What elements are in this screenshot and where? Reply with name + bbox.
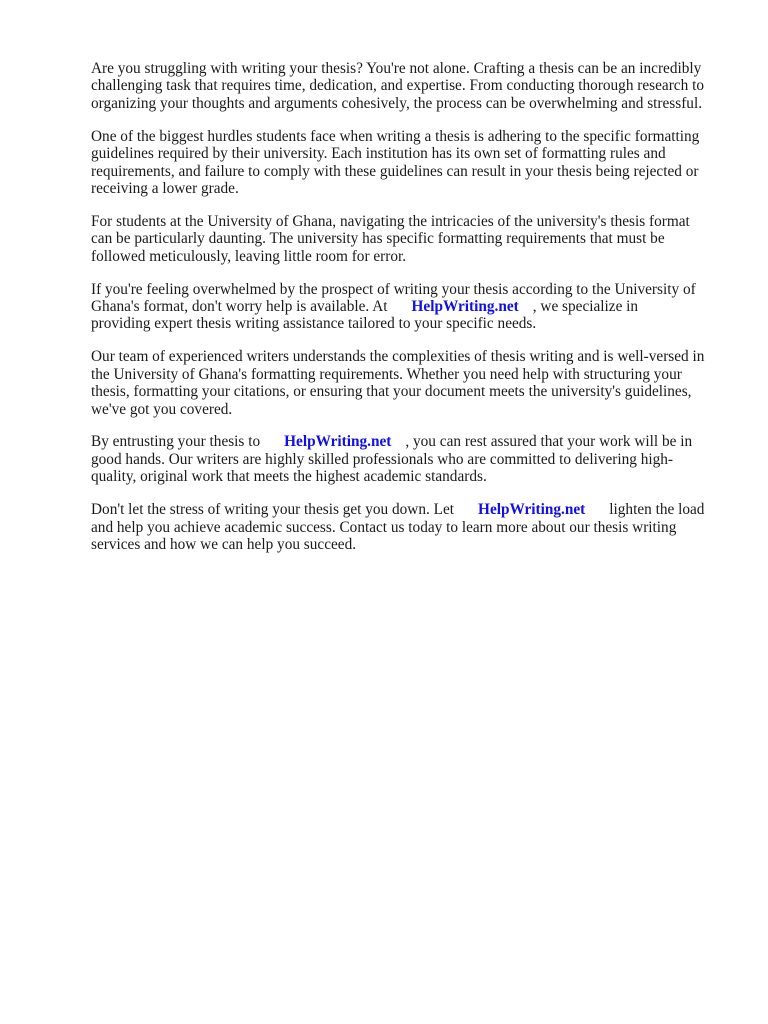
paragraph-text: By entrusting your thesis to (91, 433, 261, 451)
paragraph-team-of-writers: Our team of experienced writers understands the complexities of thesis writing and is well-versed in the University of Ghana's formatting requirements. Whether you need help with structuring your thesis, formatting your citations, or ensuring that your document meets the university's guidelines, we've got you covered. (91, 348, 705, 418)
paragraph-formatting-hurdles: One of the biggest hurdles students face when writing a thesis is adhering to the specific formatting guidelines required by their university. Each institution has its own set of formatting rules and requirements, and failure to comply with these guidelines can result in your thesis being rejected or receiving a lower grade. (91, 127, 700, 197)
document-page (91, 60, 715, 569)
paragraph-text: , you can rest assured that your work will be in good hands. Our writers are highly skilled professionals who are committed to delivering high- quality, original work that meets the highest academic standards. (91, 433, 693, 486)
paragraph-help-available (91, 281, 715, 333)
helpwriting-link[interactable]: HelpWriting.net (284, 433, 392, 451)
paragraph-text: , we specialize in providing expert thesis writing assistance tailored to your specific needs. (91, 297, 639, 333)
helpwriting-link[interactable]: HelpWriting.net (411, 297, 519, 315)
paragraph-entrusting (91, 433, 715, 485)
paragraph-text: lighten the load and help you achieve academic success. Contact us today to learn more about our thesis writing services and how we can help you succeed. (91, 501, 705, 553)
paragraph-text: If you're feeling overwhelmed by the prospect of writing your thesis according to the University of Ghana's format, don't worry help is available. At (91, 280, 696, 315)
helpwriting-link[interactable]: HelpWriting.net (478, 501, 586, 519)
paragraph-text: Don't let the stress of writing your thesis get you down. Let (91, 501, 455, 519)
paragraph-intro: Are you struggling with writing your thesis? You're not alone. Crafting a thesis can be an incredibly challenging task that requires time, dedication, and expertise. From conducting thorough research to organizing your thoughts and arguments cohesively, the process can be overwhelming and stressful. (91, 60, 704, 112)
paragraph-university-of-ghana: For students at the University of Ghana, navigating the intricacies of the university's thesis format can be particularly daunting. The university has specific formatting requirements that must be followed meticulously, leaving little room for error. (91, 212, 690, 265)
paragraph-closing (91, 501, 715, 553)
